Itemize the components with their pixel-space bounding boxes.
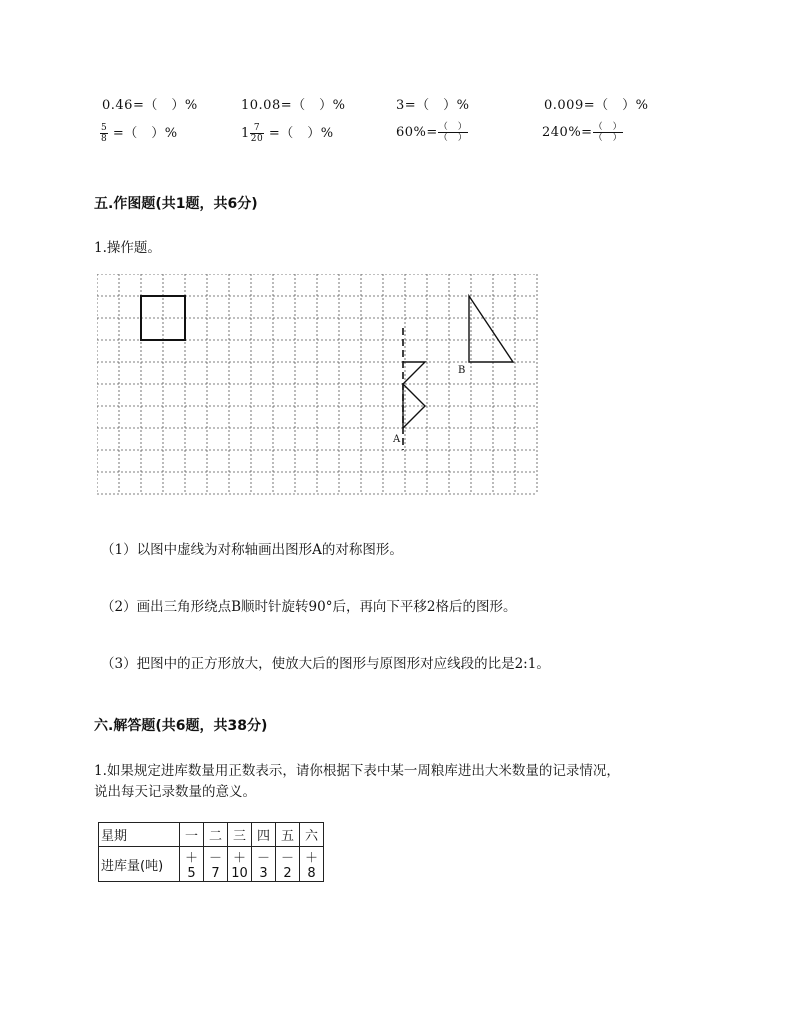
table-cell: 六	[300, 823, 324, 847]
blank-0-46: 0.46=（ ）%	[102, 98, 198, 113]
blank-0-009: 0.009=（ ）%	[544, 98, 649, 113]
table-row	[99, 823, 324, 847]
table-cell: －3	[252, 847, 276, 882]
blank-60-percent: 60%= $\frac{( )}{( )}$	[396, 122, 468, 143]
shape-a	[403, 362, 425, 428]
table-row	[99, 847, 324, 882]
blank-240-percent: 240%= $\frac{( )}{( )}$	[542, 122, 623, 143]
blank-10-08: 10.08=（ ）%	[241, 98, 346, 113]
rice-record-table	[98, 822, 324, 882]
fraction: $\frac{( )}{( )}$	[438, 122, 468, 143]
blank-five-eighths: $\frac{5}{8}$ =（ ）%	[101, 123, 178, 144]
table-cell: 进库量(吨)	[99, 847, 180, 882]
table-cell: －2	[276, 847, 300, 882]
table-cell: ＋8	[300, 847, 324, 882]
table-cell: 四	[252, 823, 276, 847]
fraction: $\frac{( )}{( )}$	[593, 122, 623, 143]
label-a: A	[393, 434, 401, 445]
section-six-title: 六.解答题(共6题，共38分)	[94, 718, 268, 734]
table-cell: 星期	[99, 823, 180, 847]
blank-3: 3=（ ）%	[396, 98, 470, 113]
table-cell: ＋5	[180, 847, 204, 882]
table-cell: 五	[276, 823, 300, 847]
table-cell: 一	[180, 823, 204, 847]
question-rice-line1: 1.如果规定进库数量用正数表示，请你根据下表中某一周粮库进出大米数量的记录情况，	[94, 763, 620, 779]
section-five-title: 五.作图题(共1题，共6分)	[94, 196, 258, 212]
triangle-shape	[469, 296, 513, 362]
fraction: $\frac{5}{8}$	[101, 123, 108, 144]
table-cell: 三	[228, 823, 252, 847]
drawing-grid	[97, 274, 557, 498]
sub-question-2: （2）画出三角形绕点B顺时针旋转90°后，再向下平移2格后的图形。	[101, 599, 517, 615]
fraction: $\frac{7}{20}$	[250, 123, 264, 144]
sub-question-3: （3）把图中的正方形放大，使放大后的图形与原图形对应线段的比是2:1。	[101, 656, 550, 672]
table-cell: ＋10	[228, 847, 252, 882]
question-rice-line2: 说出每天记录数量的意义。	[94, 784, 256, 800]
sub-question-1: （1）以图中虚线为对称轴画出图形A的对称图形。	[101, 542, 403, 558]
label-b: B	[458, 365, 466, 376]
question-operation: 1.操作题。	[94, 240, 161, 256]
table-cell: －7	[204, 847, 228, 882]
blank-one-seven-twentieths: 1 $\frac{7}{20}$ =（ ）%	[241, 123, 334, 144]
table-cell: 二	[204, 823, 228, 847]
